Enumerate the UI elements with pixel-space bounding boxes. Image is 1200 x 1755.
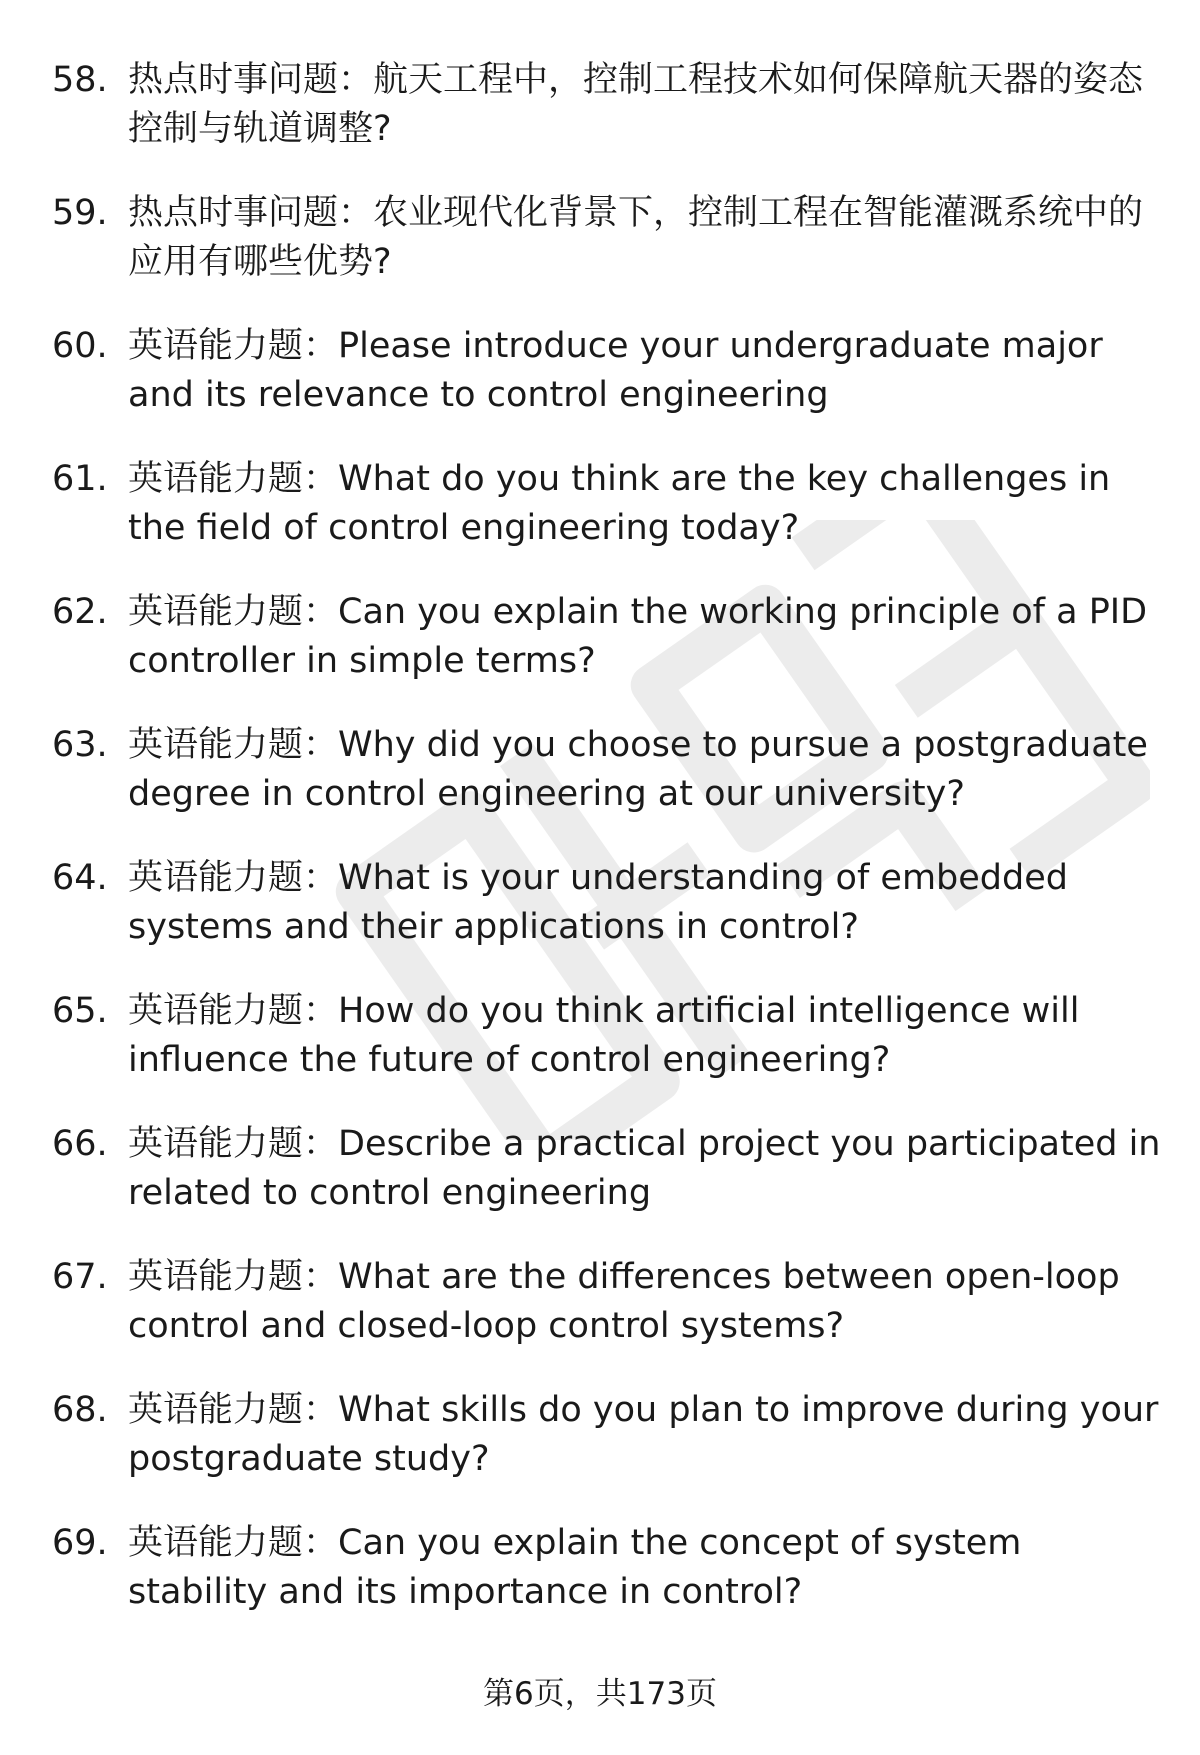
question-text: 英语能力题：Can you explain the concept of system stability and its importance in control? bbox=[128, 1523, 1022, 1612]
question-number: 64. bbox=[52, 858, 108, 898]
question-text: 英语能力题：Can you explain the working principle of a PID controller in simple terms? bbox=[128, 592, 1148, 681]
question-text: 英语能力题：Describe a practical project you participated in related to control engineering bbox=[128, 1124, 1161, 1213]
question-item bbox=[0, 1253, 1200, 1386]
question-text: 英语能力题：What do you think are the key challenges in the field of control engineering today? bbox=[128, 459, 1111, 548]
question-number: 68. bbox=[52, 1390, 108, 1430]
question-number: 60. bbox=[52, 326, 108, 366]
question-item bbox=[0, 1120, 1200, 1253]
question-text: 英语能力题：What are the differences between open-loop control and closed-loop control systems? bbox=[128, 1257, 1120, 1346]
question-text: 热点时事问题：航天工程中，控制工程技术如何保障航天器的姿态控制与轨道调整? bbox=[128, 60, 1144, 149]
question-number: 65. bbox=[52, 991, 108, 1031]
question-number: 58. bbox=[52, 60, 108, 100]
question-item bbox=[0, 721, 1200, 854]
question-text: 英语能力题：What is your understanding of embedded systems and their applications in control? bbox=[128, 858, 1068, 947]
question-number: 69. bbox=[52, 1523, 108, 1563]
question-text: 英语能力题：Please introduce your undergraduate major and its relevance to control engineering bbox=[128, 326, 1103, 415]
question-item bbox=[0, 1519, 1200, 1652]
question-number: 61. bbox=[52, 459, 108, 499]
question-item bbox=[0, 455, 1200, 588]
question-number: 59. bbox=[52, 193, 108, 233]
question-item bbox=[0, 854, 1200, 987]
question-text: 英语能力题：Why did you choose to pursue a postgraduate degree in control engineering at our university? bbox=[128, 725, 1148, 814]
question-item bbox=[0, 987, 1200, 1120]
question-number: 66. bbox=[52, 1124, 108, 1164]
question-list bbox=[0, 56, 1200, 1652]
question-text: 英语能力题：What skills do you plan to improve during your postgraduate study? bbox=[128, 1390, 1159, 1479]
question-text: 英语能力题：How do you think artificial intelligence will influence the future of control engineering? bbox=[128, 991, 1080, 1080]
question-number: 63. bbox=[52, 725, 108, 765]
question-item bbox=[0, 588, 1200, 721]
question-number: 62. bbox=[52, 592, 108, 632]
question-number: 67. bbox=[52, 1257, 108, 1297]
question-item bbox=[0, 1386, 1200, 1519]
question-item bbox=[0, 56, 1200, 189]
question-item bbox=[0, 189, 1200, 322]
question-text: 热点时事问题：农业现代化背景下，控制工程在智能灌溉系统中的应用有哪些优势? bbox=[128, 193, 1144, 282]
question-item bbox=[0, 322, 1200, 455]
page-indicator: 第6页，共173页 bbox=[483, 1676, 717, 1712]
